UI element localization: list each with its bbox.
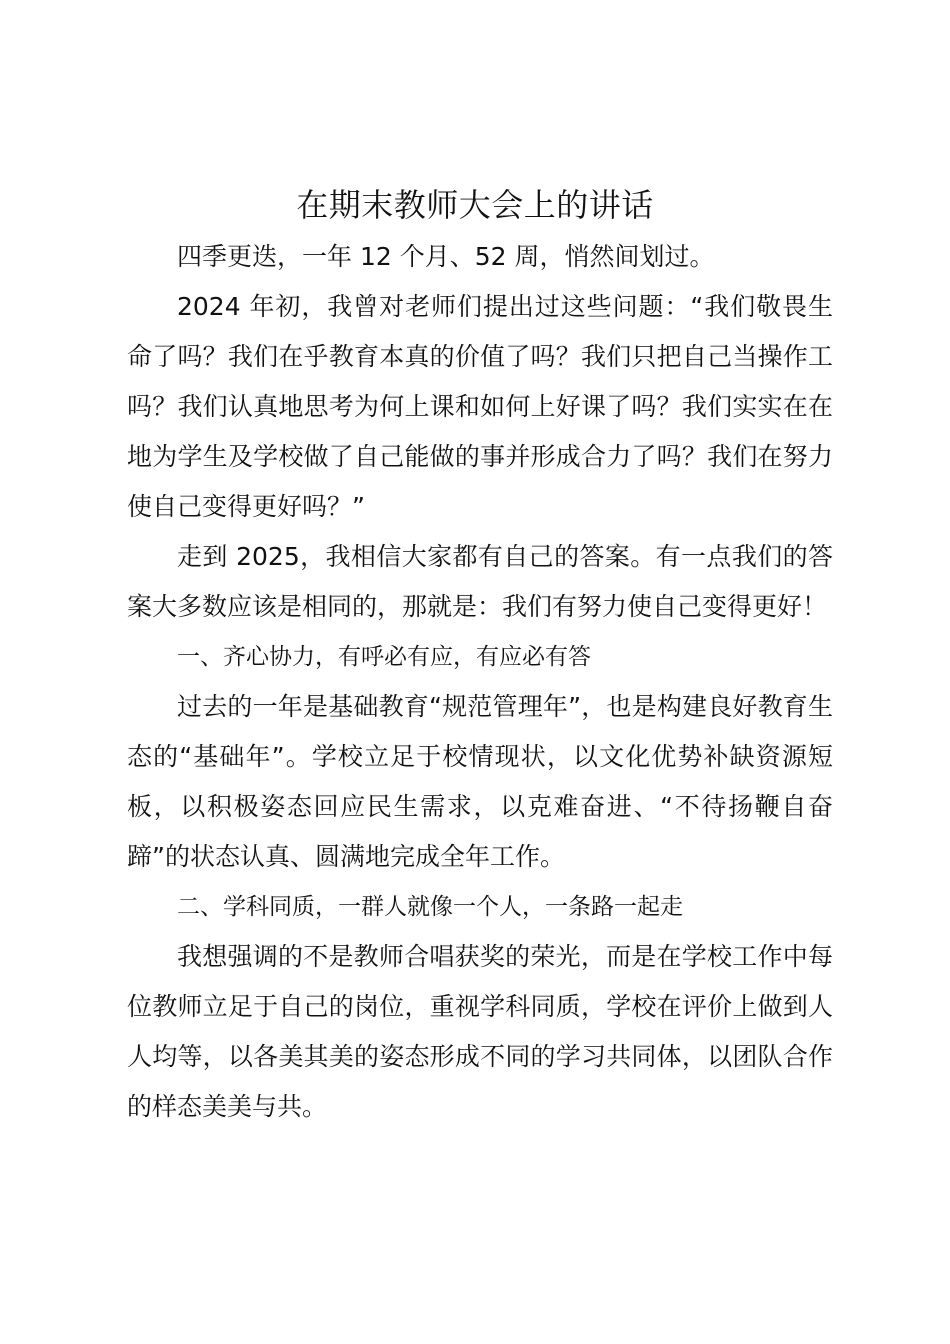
- paragraph-section-1: 过去的一年是基础教育“规范管理年”，也是构建良好教育生态的“基础年”。学校立足于校情现状，以文化优势补缺资源短板，以积极姿态回应民生需求，以克难奋进、“不待扬鞭自奋蹄”的状态认真、圆满地完成全年工作。: [127, 692, 833, 871]
- paragraph-answer: 走到 2025，我相信大家都有自己的答案。有一点我们的答案大多数应该是相同的，那就是：我们有努力使自己变得更好！: [127, 542, 833, 621]
- paragraph-opening: 四季更迭，一年 12 个月、52 周，悄然间划过。: [177, 242, 715, 271]
- document-body: [127, 232, 833, 1132]
- paragraph-section-2: 我想强调的不是教师合唱获奖的荣光，而是在学校工作中每位教师立足于自己的岗位，重视学科同质，学校在评价上做到人人均等，以各美其美的姿态形成不同的学习共同体，以团队合作的样态美美与共。: [127, 942, 833, 1121]
- section-heading-2: 二、学科同质，一群人就像一个人，一条路一起走: [177, 894, 683, 920]
- paragraph-questions: 2024 年初，我曾对老师们提出过这些问题：“我们敬畏生命了吗？我们在乎教育本真的价值了吗？我们只把自己当操作工吗？我们认真地思考为何上课和如何上好课了吗？我们实实在在地为学生及学校做了自己能做的事并形成合力了吗？我们在努力使自己变得更好吗？”: [127, 292, 833, 521]
- section-heading-1: 一、齐心协力，有呼必有应，有应必有答: [177, 644, 591, 670]
- document-title: 在期末教师大会上的讲话: [296, 186, 654, 224]
